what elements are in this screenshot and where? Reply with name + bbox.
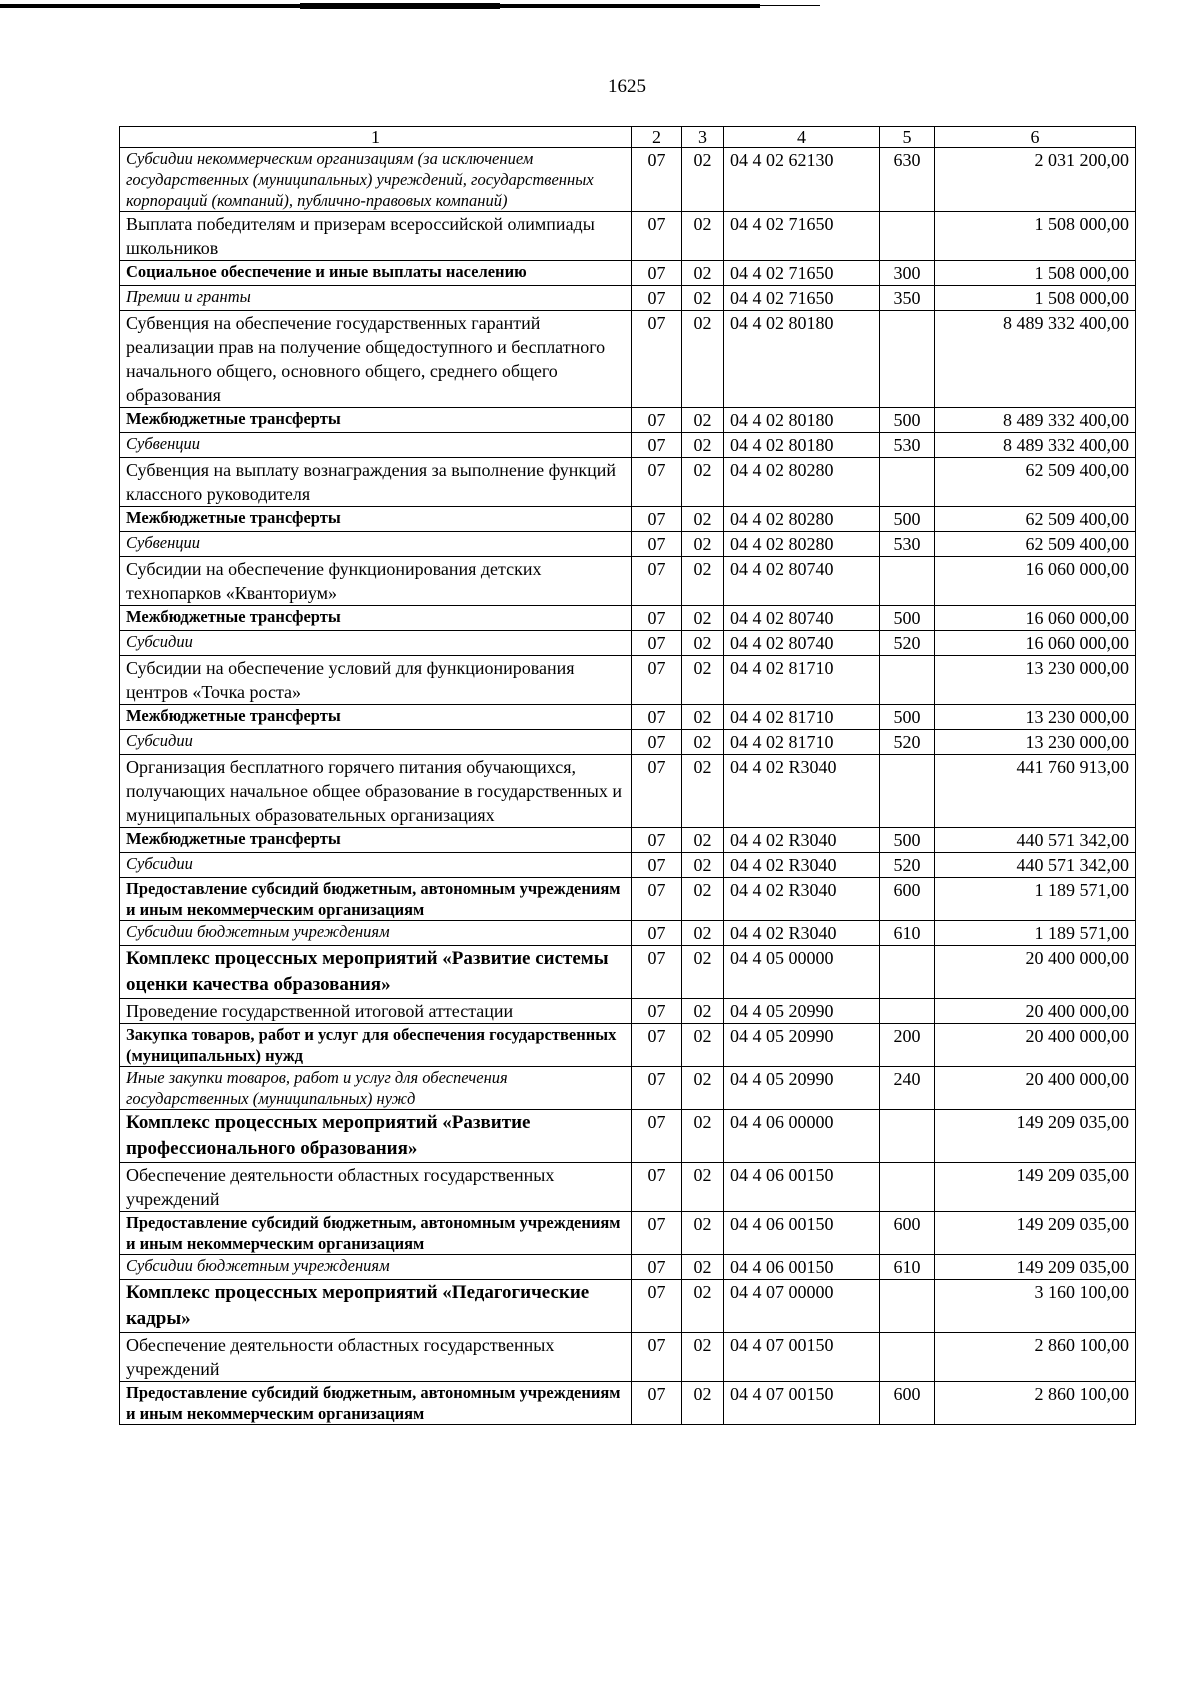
target-article-cell: 04 4 07 00150: [724, 1333, 880, 1382]
row-name-cell: Предоставление субсидий бюджетным, автономным учреждениям и иным некоммерческим организациям: [120, 878, 632, 921]
expense-type-cell: [880, 999, 935, 1024]
amount-cell: 149 209 035,00: [935, 1110, 1136, 1163]
amount-cell: 62 509 400,00: [935, 458, 1136, 507]
section-code-cell: 07: [632, 853, 682, 878]
section-code-cell: 07: [632, 148, 682, 212]
amount-cell: 2 031 200,00: [935, 148, 1136, 212]
subsection-code-cell: 02: [682, 507, 724, 532]
expense-type-cell: [880, 1333, 935, 1382]
row-name-cell: Межбюджетные трансферты: [120, 507, 632, 532]
table-row: [120, 458, 1136, 507]
target-article-cell: 04 4 02 R3040: [724, 853, 880, 878]
amount-cell: 1 508 000,00: [935, 212, 1136, 261]
table-row: [120, 999, 1136, 1024]
table-row: [120, 311, 1136, 408]
row-name-cell: Обеспечение деятельности областных государственных учреждений: [120, 1333, 632, 1382]
target-article-cell: 04 4 02 R3040: [724, 878, 880, 921]
target-article-cell: 04 4 05 20990: [724, 1024, 880, 1067]
row-name-cell: Комплекс процессных мероприятий «Педагогические кадры»: [120, 1280, 632, 1333]
expense-type-cell: 500: [880, 828, 935, 853]
amount-cell: 20 400 000,00: [935, 999, 1136, 1024]
expense-type-cell: [880, 1280, 935, 1333]
table-row: [120, 433, 1136, 458]
table-row: [120, 606, 1136, 631]
section-code-cell: 07: [632, 532, 682, 557]
expense-type-cell: 520: [880, 853, 935, 878]
target-article-cell: 04 4 02 80180: [724, 408, 880, 433]
section-code-cell: 07: [632, 1212, 682, 1255]
subsection-code-cell: 02: [682, 999, 724, 1024]
expense-type-cell: [880, 946, 935, 999]
section-code-cell: 07: [632, 946, 682, 999]
column-header: 1: [120, 127, 632, 148]
target-article-cell: 04 4 02 81710: [724, 730, 880, 755]
expense-type-cell: [880, 557, 935, 606]
section-code-cell: 07: [632, 311, 682, 408]
amount-cell: 8 489 332 400,00: [935, 433, 1136, 458]
table-row: [120, 656, 1136, 705]
section-code-cell: 07: [632, 755, 682, 828]
subsection-code-cell: 02: [682, 730, 724, 755]
table-row: [120, 1255, 1136, 1280]
amount-cell: 16 060 000,00: [935, 606, 1136, 631]
amount-cell: 62 509 400,00: [935, 532, 1136, 557]
section-code-cell: 07: [632, 631, 682, 656]
expense-type-cell: 500: [880, 507, 935, 532]
table-row: [120, 1067, 1136, 1110]
amount-cell: 16 060 000,00: [935, 557, 1136, 606]
expense-type-cell: 600: [880, 1212, 935, 1255]
subsection-code-cell: 02: [682, 532, 724, 557]
section-code-cell: 07: [632, 1333, 682, 1382]
subsection-code-cell: 02: [682, 408, 724, 433]
row-name-cell: Премии и гранты: [120, 286, 632, 311]
table-row: [120, 1024, 1136, 1067]
section-code-cell: 07: [632, 1382, 682, 1425]
table-row: [120, 148, 1136, 212]
section-code-cell: 07: [632, 458, 682, 507]
budget-table: [119, 126, 1136, 1425]
row-name-cell: Субсидии на обеспечение функционирования детских технопарков «Кванториум»: [120, 557, 632, 606]
row-name-cell: Предоставление субсидий бюджетным, автономным учреждениям и иным некоммерческим организациям: [120, 1382, 632, 1425]
table-row: [120, 631, 1136, 656]
subsection-code-cell: 02: [682, 1382, 724, 1425]
subsection-code-cell: 02: [682, 946, 724, 999]
amount-cell: 2 860 100,00: [935, 1382, 1136, 1425]
expense-type-cell: [880, 1110, 935, 1163]
target-article-cell: 04 4 02 71650: [724, 261, 880, 286]
row-name-cell: Организация бесплатного горячего питания обучающихся, получающих начальное общее образование в государственных и муниципальных образовательных организациях: [120, 755, 632, 828]
amount-cell: 1 189 571,00: [935, 878, 1136, 921]
expense-type-cell: [880, 458, 935, 507]
subsection-code-cell: 02: [682, 1024, 724, 1067]
subsection-code-cell: 02: [682, 148, 724, 212]
target-article-cell: 04 4 02 R3040: [724, 755, 880, 828]
amount-cell: 20 400 000,00: [935, 1067, 1136, 1110]
subsection-code-cell: 02: [682, 828, 724, 853]
subsection-code-cell: 02: [682, 606, 724, 631]
subsection-code-cell: 02: [682, 1067, 724, 1110]
row-name-cell: Закупка товаров, работ и услуг для обеспечения государственных (муниципальных) нужд: [120, 1024, 632, 1067]
section-code-cell: 07: [632, 286, 682, 311]
subsection-code-cell: 02: [682, 921, 724, 946]
amount-cell: 1 189 571,00: [935, 921, 1136, 946]
subsection-code-cell: 02: [682, 311, 724, 408]
target-article-cell: 04 4 02 R3040: [724, 921, 880, 946]
target-article-cell: 04 4 02 62130: [724, 148, 880, 212]
target-article-cell: 04 4 02 80180: [724, 311, 880, 408]
target-article-cell: 04 4 02 80740: [724, 631, 880, 656]
row-name-cell: Межбюджетные трансферты: [120, 828, 632, 853]
target-article-cell: 04 4 02 80280: [724, 532, 880, 557]
row-name-cell: Субвенции: [120, 532, 632, 557]
table-row: [120, 1382, 1136, 1425]
expense-type-cell: 530: [880, 532, 935, 557]
expense-type-cell: [880, 755, 935, 828]
table-row: [120, 921, 1136, 946]
table-row: [120, 853, 1136, 878]
row-name-cell: Предоставление субсидий бюджетным, автономным учреждениям и иным некоммерческим организациям: [120, 1212, 632, 1255]
expense-type-cell: 600: [880, 878, 935, 921]
target-article-cell: 04 4 06 00000: [724, 1110, 880, 1163]
table-row: [120, 532, 1136, 557]
table-row: [120, 408, 1136, 433]
row-name-cell: Субвенции: [120, 433, 632, 458]
table-row: [120, 557, 1136, 606]
section-code-cell: 07: [632, 921, 682, 946]
amount-cell: 440 571 342,00: [935, 853, 1136, 878]
amount-cell: 149 209 035,00: [935, 1255, 1136, 1280]
scan-edge-line: [0, 2, 1200, 12]
target-article-cell: 04 4 02 81710: [724, 656, 880, 705]
row-name-cell: Комплекс процессных мероприятий «Развитие системы оценки качества образования»: [120, 946, 632, 999]
section-code-cell: 07: [632, 705, 682, 730]
table-row: [120, 730, 1136, 755]
expense-type-cell: 610: [880, 1255, 935, 1280]
subsection-code-cell: 02: [682, 1280, 724, 1333]
expense-type-cell: 600: [880, 1382, 935, 1425]
target-article-cell: 04 4 02 81710: [724, 705, 880, 730]
section-code-cell: 07: [632, 1110, 682, 1163]
table-row: [120, 212, 1136, 261]
subsection-code-cell: 02: [682, 878, 724, 921]
subsection-code-cell: 02: [682, 1333, 724, 1382]
row-name-cell: Субсидии: [120, 730, 632, 755]
expense-type-cell: [880, 212, 935, 261]
expense-type-cell: 200: [880, 1024, 935, 1067]
table-row: [120, 878, 1136, 921]
amount-cell: 8 489 332 400,00: [935, 408, 1136, 433]
target-article-cell: 04 4 02 80740: [724, 606, 880, 631]
subsection-code-cell: 02: [682, 1163, 724, 1212]
target-article-cell: 04 4 02 R3040: [724, 828, 880, 853]
row-name-cell: Субсидии некоммерческим организациям (за исключением государственных (муниципальных) учреждений, государственных корпораций (компаний), публично-правовых компаний): [120, 148, 632, 212]
table-row: [120, 1333, 1136, 1382]
row-name-cell: Субсидии: [120, 853, 632, 878]
amount-cell: 62 509 400,00: [935, 507, 1136, 532]
amount-cell: 1 508 000,00: [935, 261, 1136, 286]
table-row: [120, 507, 1136, 532]
expense-type-cell: 300: [880, 261, 935, 286]
section-code-cell: 07: [632, 261, 682, 286]
expense-type-cell: 240: [880, 1067, 935, 1110]
amount-cell: 441 760 913,00: [935, 755, 1136, 828]
section-code-cell: 07: [632, 828, 682, 853]
target-article-cell: 04 4 02 71650: [724, 212, 880, 261]
expense-type-cell: 610: [880, 921, 935, 946]
amount-cell: 13 230 000,00: [935, 656, 1136, 705]
target-article-cell: 04 4 07 00000: [724, 1280, 880, 1333]
amount-cell: 20 400 000,00: [935, 946, 1136, 999]
row-name-cell: Межбюджетные трансферты: [120, 705, 632, 730]
table-row: [120, 705, 1136, 730]
section-code-cell: 07: [632, 408, 682, 433]
row-name-cell: Проведение государственной итоговой аттестации: [120, 999, 632, 1024]
table-row: [120, 1110, 1136, 1163]
row-name-cell: Субсидии на обеспечение условий для функционирования центров «Точка роста»: [120, 656, 632, 705]
expense-type-cell: [880, 656, 935, 705]
column-header: 2: [632, 127, 682, 148]
row-name-cell: Субвенция на выплату вознаграждения за выполнение функций классного руководителя: [120, 458, 632, 507]
row-name-cell: Межбюджетные трансферты: [120, 408, 632, 433]
target-article-cell: 04 4 02 80180: [724, 433, 880, 458]
target-article-cell: 04 4 05 00000: [724, 946, 880, 999]
target-article-cell: 04 4 02 80280: [724, 458, 880, 507]
section-code-cell: 07: [632, 1024, 682, 1067]
section-code-cell: 07: [632, 1067, 682, 1110]
subsection-code-cell: 02: [682, 656, 724, 705]
table-row: [120, 828, 1136, 853]
table-row: [120, 946, 1136, 999]
amount-cell: 440 571 342,00: [935, 828, 1136, 853]
table-row: [120, 755, 1136, 828]
row-name-cell: Субвенция на обеспечение государственных гарантий реализации прав на получение общедоступного и бесплатного начального общего, основного общего, среднего общего образования: [120, 311, 632, 408]
amount-cell: 1 508 000,00: [935, 286, 1136, 311]
expense-type-cell: 500: [880, 705, 935, 730]
subsection-code-cell: 02: [682, 853, 724, 878]
column-header: 4: [724, 127, 880, 148]
table-row: [120, 1163, 1136, 1212]
table-row: [120, 286, 1136, 311]
section-code-cell: 07: [632, 1255, 682, 1280]
table-row: [120, 1280, 1136, 1333]
section-code-cell: 07: [632, 730, 682, 755]
expense-type-cell: 520: [880, 730, 935, 755]
section-code-cell: 07: [632, 1163, 682, 1212]
section-code-cell: 07: [632, 656, 682, 705]
page-number: 1625: [608, 76, 646, 97]
row-name-cell: Иные закупки товаров, работ и услуг для обеспечения государственных (муниципальных) нужд: [120, 1067, 632, 1110]
row-name-cell: Субсидии: [120, 631, 632, 656]
section-code-cell: 07: [632, 212, 682, 261]
subsection-code-cell: 02: [682, 1255, 724, 1280]
subsection-code-cell: 02: [682, 1212, 724, 1255]
expense-type-cell: 630: [880, 148, 935, 212]
subsection-code-cell: 02: [682, 286, 724, 311]
table-header-row: [120, 127, 1136, 148]
amount-cell: 149 209 035,00: [935, 1212, 1136, 1255]
target-article-cell: 04 4 05 20990: [724, 1067, 880, 1110]
target-article-cell: 04 4 07 00150: [724, 1382, 880, 1425]
section-code-cell: 07: [632, 507, 682, 532]
expense-type-cell: 500: [880, 408, 935, 433]
column-header: 3: [682, 127, 724, 148]
subsection-code-cell: 02: [682, 755, 724, 828]
row-name-cell: Выплата победителям и призерам всероссийской олимпиады школьников: [120, 212, 632, 261]
table-row: [120, 261, 1136, 286]
amount-cell: 149 209 035,00: [935, 1163, 1136, 1212]
column-header: 5: [880, 127, 935, 148]
amount-cell: 13 230 000,00: [935, 705, 1136, 730]
expense-type-cell: 530: [880, 433, 935, 458]
target-article-cell: 04 4 02 80280: [724, 507, 880, 532]
target-article-cell: 04 4 06 00150: [724, 1212, 880, 1255]
amount-cell: 2 860 100,00: [935, 1333, 1136, 1382]
expense-type-cell: [880, 311, 935, 408]
subsection-code-cell: 02: [682, 705, 724, 730]
target-article-cell: 04 4 02 80740: [724, 557, 880, 606]
row-name-cell: Обеспечение деятельности областных государственных учреждений: [120, 1163, 632, 1212]
row-name-cell: Комплекс процессных мероприятий «Развитие профессионального образования»: [120, 1110, 632, 1163]
subsection-code-cell: 02: [682, 1110, 724, 1163]
amount-cell: 20 400 000,00: [935, 1024, 1136, 1067]
row-name-cell: Субсидии бюджетным учреждениям: [120, 1255, 632, 1280]
expense-type-cell: [880, 1163, 935, 1212]
target-article-cell: 04 4 06 00150: [724, 1255, 880, 1280]
section-code-cell: 07: [632, 606, 682, 631]
row-name-cell: Межбюджетные трансферты: [120, 606, 632, 631]
column-header: 6: [935, 127, 1136, 148]
table-row: [120, 1212, 1136, 1255]
subsection-code-cell: 02: [682, 631, 724, 656]
target-article-cell: 04 4 05 20990: [724, 999, 880, 1024]
subsection-code-cell: 02: [682, 261, 724, 286]
amount-cell: 3 160 100,00: [935, 1280, 1136, 1333]
amount-cell: 13 230 000,00: [935, 730, 1136, 755]
section-code-cell: 07: [632, 557, 682, 606]
section-code-cell: 07: [632, 1280, 682, 1333]
subsection-code-cell: 02: [682, 557, 724, 606]
expense-type-cell: 350: [880, 286, 935, 311]
amount-cell: 16 060 000,00: [935, 631, 1136, 656]
section-code-cell: 07: [632, 433, 682, 458]
amount-cell: 8 489 332 400,00: [935, 311, 1136, 408]
expense-type-cell: 500: [880, 606, 935, 631]
section-code-cell: 07: [632, 999, 682, 1024]
target-article-cell: 04 4 06 00150: [724, 1163, 880, 1212]
expense-type-cell: 520: [880, 631, 935, 656]
section-code-cell: 07: [632, 878, 682, 921]
subsection-code-cell: 02: [682, 433, 724, 458]
target-article-cell: 04 4 02 71650: [724, 286, 880, 311]
subsection-code-cell: 02: [682, 212, 724, 261]
row-name-cell: Социальное обеспечение и иные выплаты населению: [120, 261, 632, 286]
subsection-code-cell: 02: [682, 458, 724, 507]
row-name-cell: Субсидии бюджетным учреждениям: [120, 921, 632, 946]
